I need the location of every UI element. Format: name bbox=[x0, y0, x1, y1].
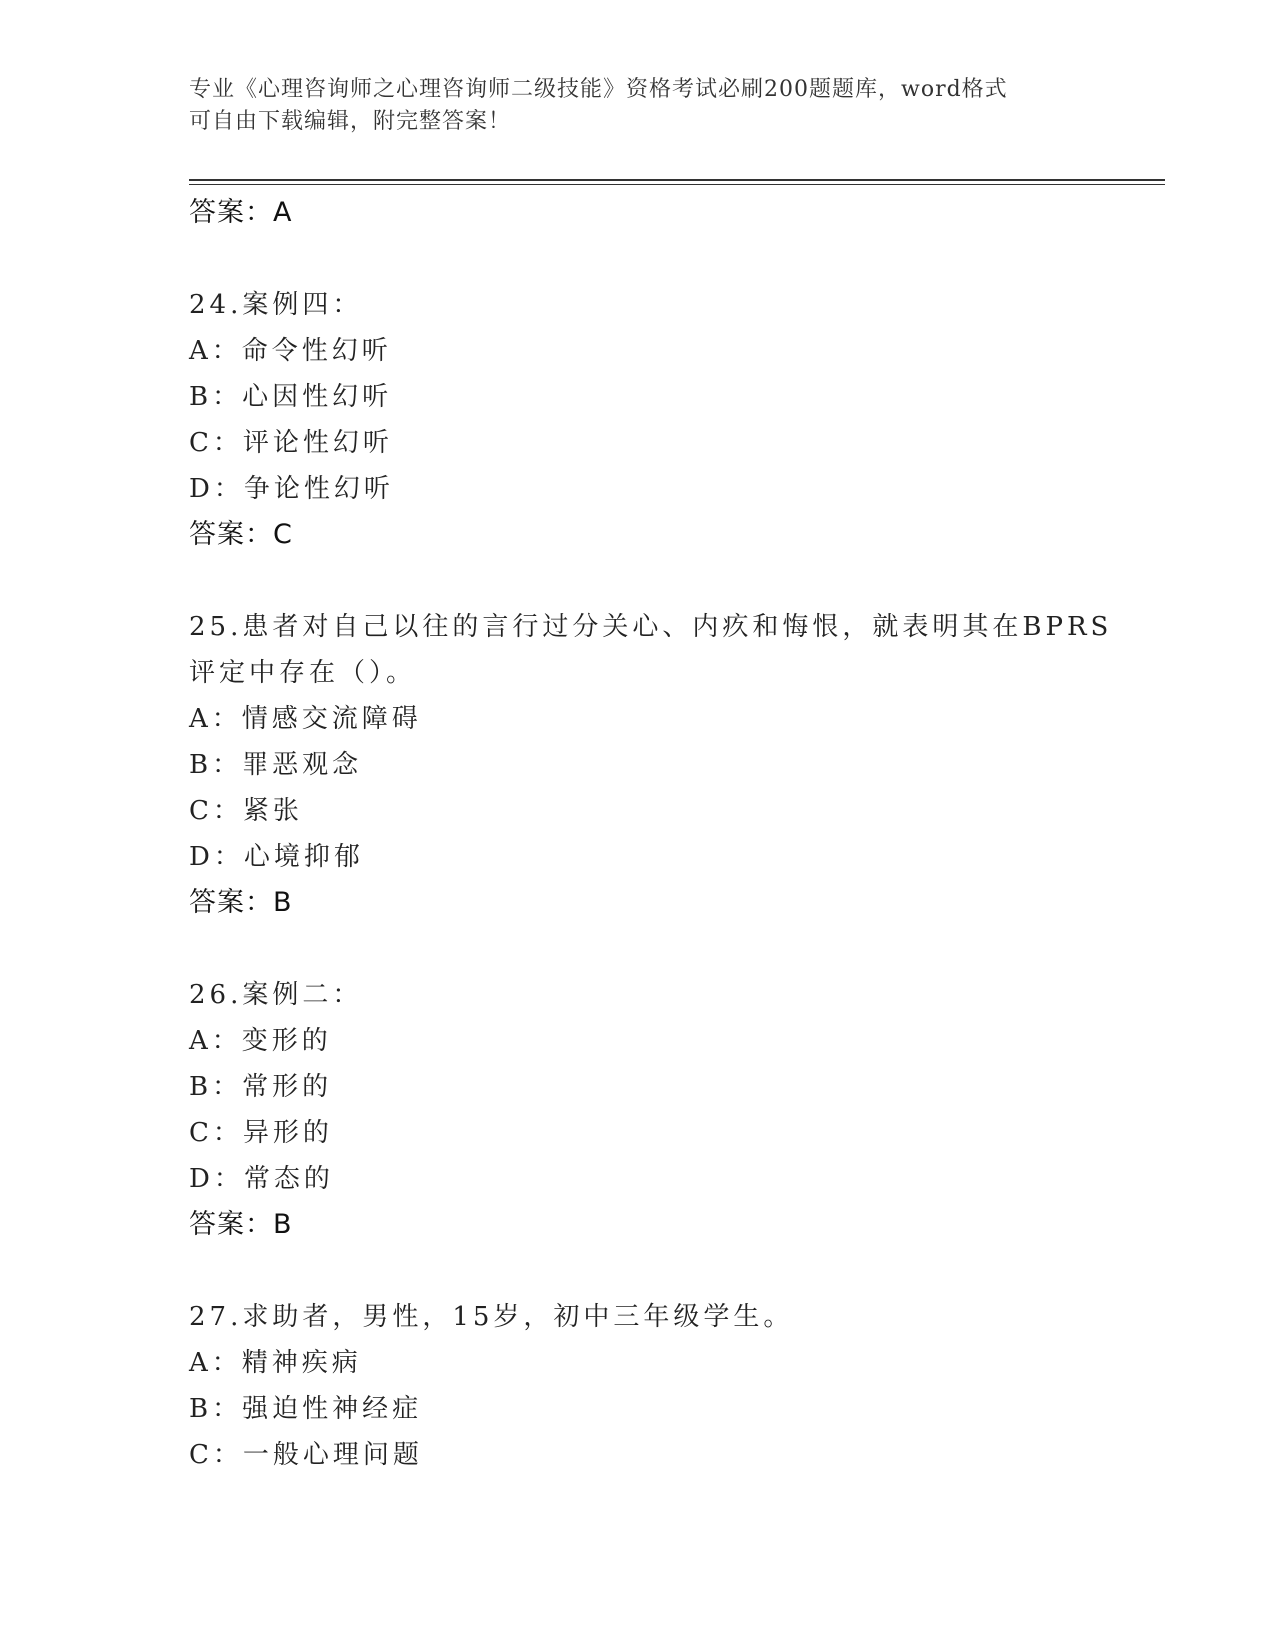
question-26 bbox=[189, 972, 1089, 1248]
spacer bbox=[189, 236, 1089, 282]
question-24 bbox=[189, 282, 1089, 558]
answer-line: 答案：A bbox=[189, 197, 293, 228]
question-stem: 24.案例四： bbox=[189, 290, 363, 320]
question-stem: 26.案例二： bbox=[189, 980, 363, 1010]
option-c: C：异形的 bbox=[189, 1118, 333, 1148]
option-d: D：常态的 bbox=[189, 1164, 334, 1194]
option-a: A：变形的 bbox=[189, 1026, 332, 1056]
option-d: D：心境抑郁 bbox=[189, 842, 364, 872]
answer-line: 答案：B bbox=[189, 1209, 293, 1240]
option-b: B：常形的 bbox=[189, 1072, 333, 1102]
spacer bbox=[189, 558, 1089, 604]
option-d: D：争论性幻听 bbox=[189, 474, 394, 504]
option-b: B：强迫性神经症 bbox=[189, 1394, 423, 1424]
option-c: C：一般心理问题 bbox=[189, 1440, 423, 1470]
header-line-2: 可自由下载编辑，附完整答案！ bbox=[189, 109, 512, 134]
question-stem: 25.患者对自己以往的言行过分关心、内疚和悔恨，就表明其在BPRS bbox=[189, 612, 1113, 642]
spacer bbox=[189, 926, 1089, 972]
option-b: B：罪恶观念 bbox=[189, 750, 363, 780]
header-divider-thick bbox=[189, 179, 1165, 181]
option-a: A：精神疾病 bbox=[189, 1348, 362, 1378]
option-c: C：评论性幻听 bbox=[189, 428, 393, 458]
question-list bbox=[189, 190, 1113, 1478]
header-divider-thin bbox=[189, 184, 1165, 185]
question-27 bbox=[189, 1294, 1089, 1478]
spacer bbox=[189, 1248, 1089, 1294]
option-c: C：紧张 bbox=[189, 796, 303, 826]
answer-line: 答案：C bbox=[189, 519, 293, 550]
option-a: A：命令性幻听 bbox=[189, 336, 392, 366]
question-stem: 27.求助者，男性，15岁，初中三年级学生。 bbox=[189, 1302, 794, 1332]
document-header bbox=[189, 74, 1069, 138]
question-25 bbox=[189, 604, 1113, 926]
option-b: B：心因性幻听 bbox=[189, 382, 393, 412]
option-a: A：情感交流障碍 bbox=[189, 704, 422, 734]
question-stem-continued: 评定中存在（）。 bbox=[189, 658, 417, 688]
answer-line: 答案：B bbox=[189, 887, 293, 918]
header-line-1: 专业《心理咨询师之心理咨询师二级技能》资格考试必刷200题题库，word格式 bbox=[189, 77, 1008, 102]
